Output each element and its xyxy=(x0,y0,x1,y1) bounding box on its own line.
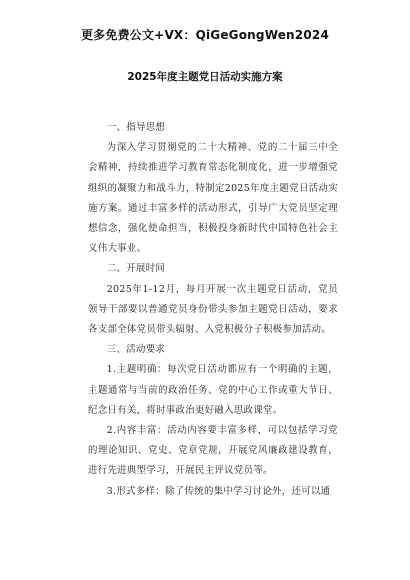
paragraph-requirement-3: 3.形式多样：除了传统的集中学习讨论外，还可以通 xyxy=(106,485,331,497)
watermark-text: 更多免费公文+VX：QiGeGongWen2024 xyxy=(80,28,329,42)
section-heading-guiding-ideology: 一、指导思想 xyxy=(106,122,166,133)
paragraph-guiding-ideology: 为深入学习贯彻党的二十大精神、党的二十届三中全会精神，持续推进学习教育常态化制度化，进一步增强党组织的凝聚力和战斗力，特制定2025年度主题党日活动实施方案。通过丰富多样的活动形式，引导广大党员坚定理想信念，强化使命担当，积极投身新时代中国特色社会主义伟大事业。 xyxy=(88,142,338,255)
section-heading-schedule: 二、开展时间 xyxy=(106,263,166,275)
paragraph-requirement-2: 2.内容丰富：活动内容要丰富多样，可以包括学习党的理论知识、党史、党章党规，开展党风廉政建设教育，进行先进典型学习，开展民主评议党员等。 xyxy=(88,425,338,477)
section-heading-requirements: 三、活动要求 xyxy=(106,344,166,356)
paragraph-requirement-1: 1.主题明确：每次党日活动都应有一个明确的主题，主题通常与当前的政治任务、党的中心工作或重大节日、纪念日有关，将时事政治更好融入思政课堂。 xyxy=(88,364,338,416)
document-title: 2025年度主题党日活动实施方案 xyxy=(127,71,283,83)
paragraph-schedule: 2025年1-12月，每月开展一次主题党日活动，党员领导干部要以普通党员身份带头参加主题党日活动，要求各支部全体党员带头辐射、入党积极分子积极参加活动。 xyxy=(88,283,338,336)
document-body xyxy=(88,118,338,502)
